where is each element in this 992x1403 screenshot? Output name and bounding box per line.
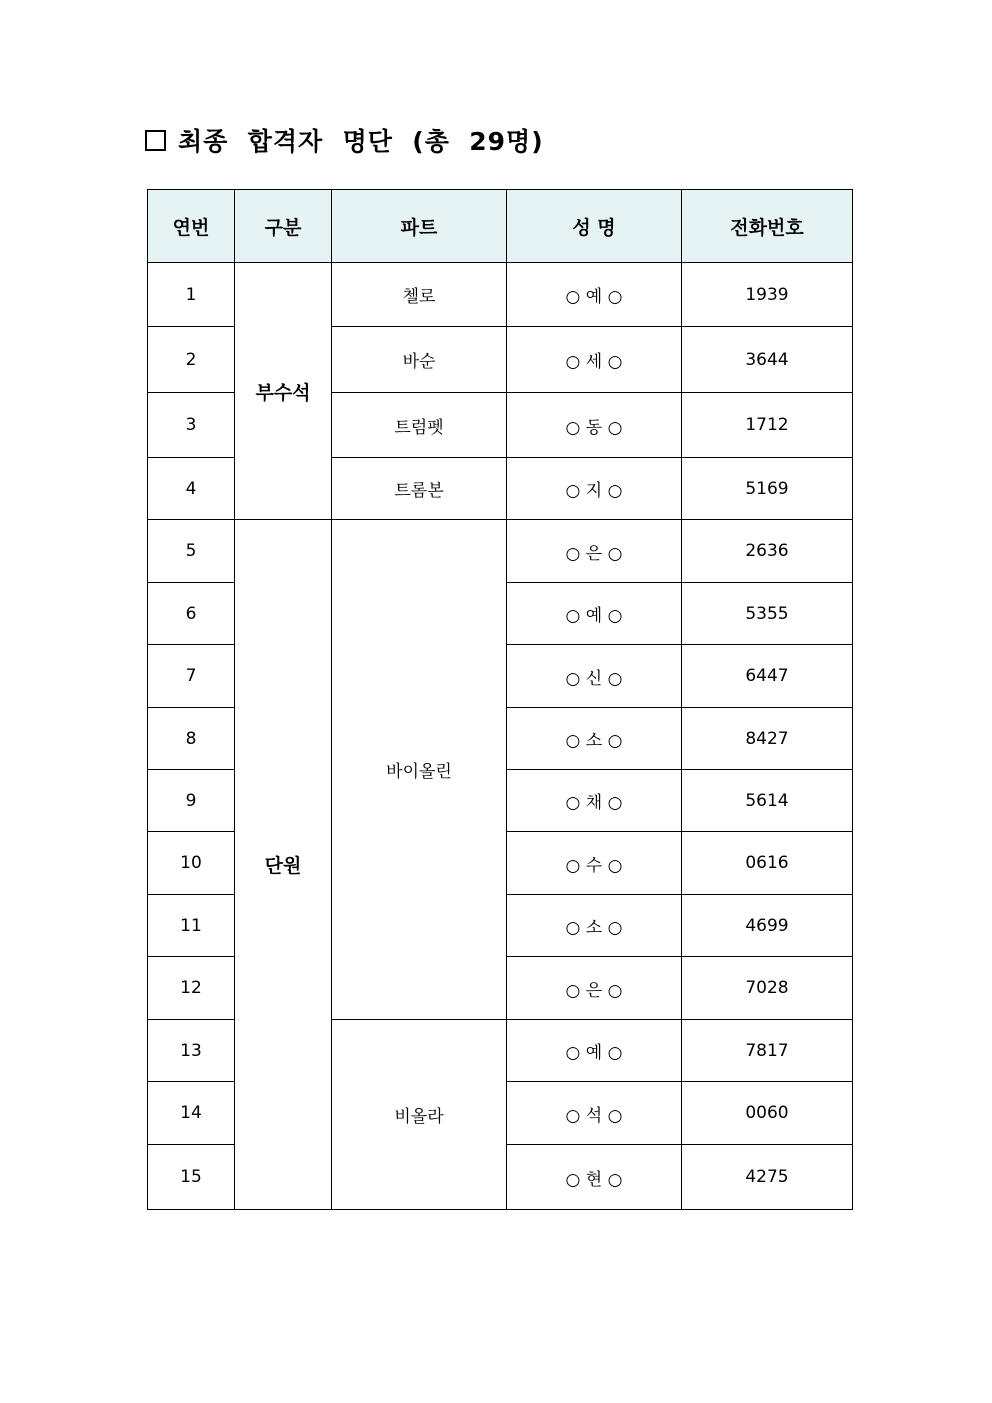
part-cell: 바순 [332, 327, 507, 393]
name-cell: ○ 예 ○ [507, 1020, 682, 1082]
header-phone: 전화번호 [682, 190, 853, 263]
part-cell: 바이올린 [332, 520, 507, 1020]
category-cell: 단원 [235, 520, 332, 1210]
row-number: 15 [148, 1145, 235, 1210]
name-cell: ○ 신 ○ [507, 645, 682, 708]
phone-cell: 5169 [682, 458, 853, 520]
name-cell: ○ 석 ○ [507, 1082, 682, 1145]
row-number: 11 [148, 895, 235, 957]
checkbox-square-icon [145, 130, 166, 151]
page-title [145, 122, 544, 158]
table-row [148, 520, 853, 583]
row-number: 12 [148, 957, 235, 1020]
row-number: 3 [148, 393, 235, 458]
row-number: 14 [148, 1082, 235, 1145]
row-number: 13 [148, 1020, 235, 1082]
name-cell: ○ 수 ○ [507, 832, 682, 895]
phone-cell: 8427 [682, 708, 853, 770]
name-cell: ○ 은 ○ [507, 520, 682, 583]
row-number: 2 [148, 327, 235, 393]
part-cell: 트럼펫 [332, 393, 507, 458]
phone-cell: 0060 [682, 1082, 853, 1145]
name-cell: ○ 예 ○ [507, 583, 682, 645]
phone-cell: 4699 [682, 895, 853, 957]
phone-cell: 3644 [682, 327, 853, 393]
name-cell: ○ 채 ○ [507, 770, 682, 832]
name-cell: ○ 은 ○ [507, 957, 682, 1020]
part-cell: 트롬본 [332, 458, 507, 520]
phone-cell: 1712 [682, 393, 853, 458]
part-cell: 첼로 [332, 263, 507, 327]
header-category: 구분 [235, 190, 332, 263]
phone-cell: 6447 [682, 645, 853, 708]
part-cell: 비올라 [332, 1020, 507, 1210]
phone-cell: 1939 [682, 263, 853, 327]
phone-cell: 2636 [682, 520, 853, 583]
phone-cell: 0616 [682, 832, 853, 895]
title-text: 최종 합격자 명단 (총 29명) [178, 127, 544, 156]
phone-cell: 7817 [682, 1020, 853, 1082]
phone-cell: 5614 [682, 770, 853, 832]
row-number: 4 [148, 458, 235, 520]
row-number: 5 [148, 520, 235, 583]
name-cell: ○ 지 ○ [507, 458, 682, 520]
row-number: 7 [148, 645, 235, 708]
passers-table [147, 189, 853, 1210]
table-header-row [148, 190, 853, 263]
row-number: 8 [148, 708, 235, 770]
name-cell: ○ 예 ○ [507, 263, 682, 327]
name-cell: ○ 소 ○ [507, 708, 682, 770]
name-cell: ○ 세 ○ [507, 327, 682, 393]
name-cell: ○ 동 ○ [507, 393, 682, 458]
row-number: 10 [148, 832, 235, 895]
table-row [148, 263, 853, 327]
header-name: 성 명 [507, 190, 682, 263]
category-cell: 부수석 [235, 263, 332, 520]
header-part: 파트 [332, 190, 507, 263]
phone-cell: 5355 [682, 583, 853, 645]
phone-cell: 7028 [682, 957, 853, 1020]
phone-cell: 4275 [682, 1145, 853, 1210]
name-cell: ○ 소 ○ [507, 895, 682, 957]
row-number: 9 [148, 770, 235, 832]
name-cell: ○ 현 ○ [507, 1145, 682, 1210]
row-number: 1 [148, 263, 235, 327]
row-number: 6 [148, 583, 235, 645]
header-no: 연번 [148, 190, 235, 263]
